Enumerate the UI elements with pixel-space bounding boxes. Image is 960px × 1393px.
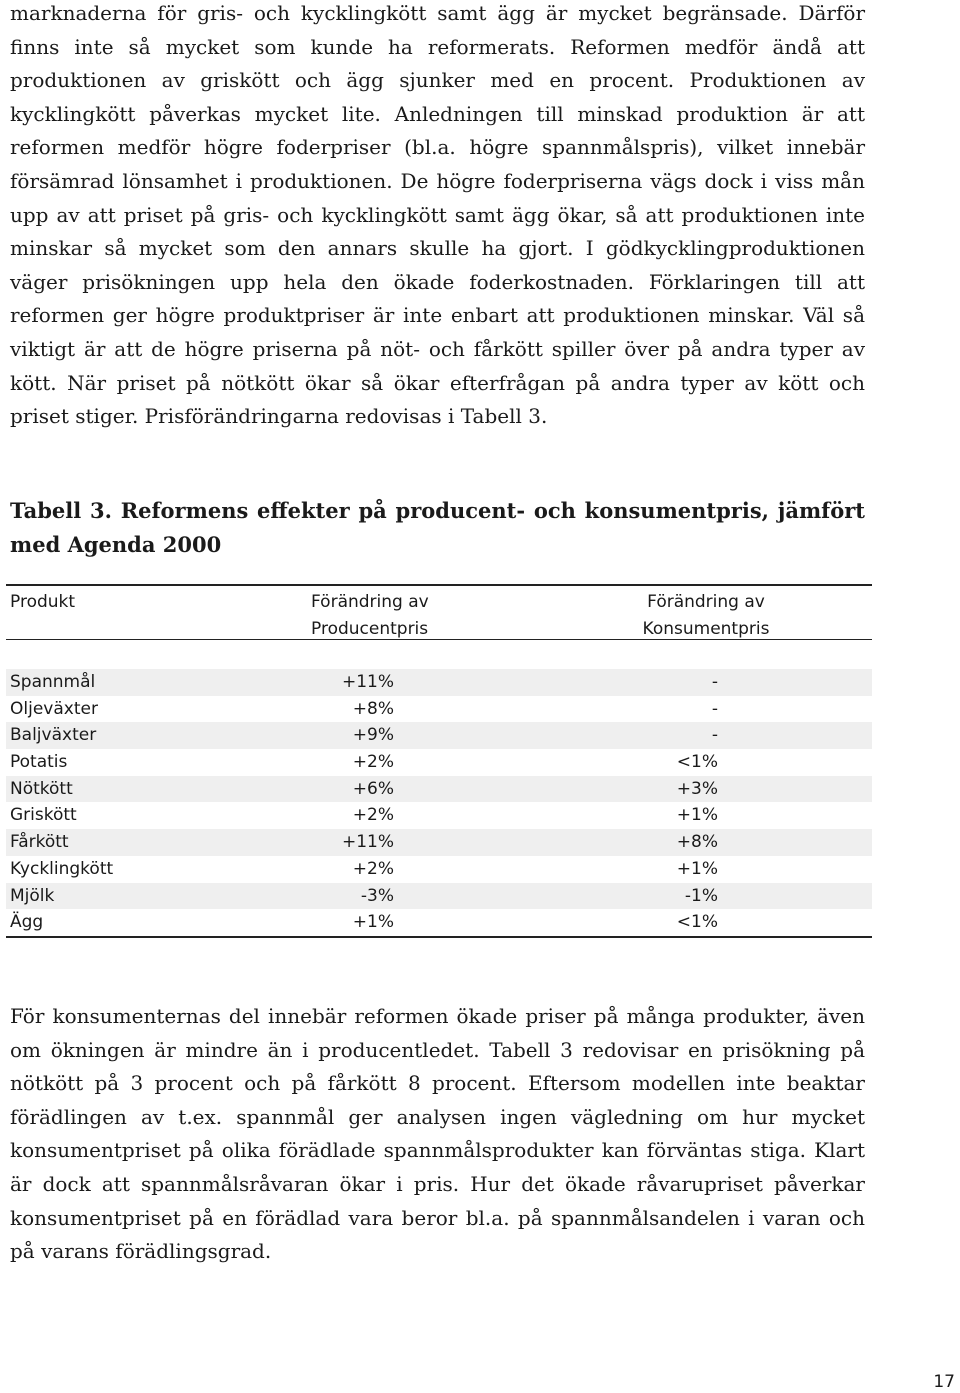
table-top-rule	[6, 584, 872, 586]
cell-consumer-change: +1%	[676, 805, 718, 826]
cell-product: Fårkött	[10, 832, 69, 853]
table-row	[6, 749, 872, 776]
table-caption: Tabell 3. Reformens effekter på producent- och konsumentpris, jämfört med Agenda 2000	[10, 498, 865, 557]
table-body	[6, 669, 872, 936]
header-consumer-line1: Förändring av	[647, 592, 765, 612]
header-producer-line1: Förändring av	[311, 592, 429, 612]
cell-product: Ägg	[10, 912, 44, 933]
header-producer-price	[311, 589, 429, 643]
header-producer-line2: Producentpris	[311, 619, 429, 639]
table-header-rule	[6, 639, 872, 640]
cell-consumer-change: <1%	[676, 912, 718, 933]
cell-consumer-change: -	[711, 698, 718, 719]
header-product-label: Produkt	[10, 592, 76, 612]
page-number: 17	[933, 1372, 955, 1392]
cell-consumer-change: <1%	[676, 752, 718, 773]
table-row	[6, 696, 872, 723]
cell-producer-change: +1%	[352, 912, 394, 933]
cell-producer-change: +6%	[352, 778, 394, 799]
cell-product: Oljeväxter	[10, 698, 98, 719]
cell-product: Spannmål	[10, 672, 96, 692]
outro-paragraph: För konsumenternas del innebär reformen ökade priser på många produkter, även om ökningen är mindre än i producentledet. Tabell 3 redovisar en prisökning på nötkött på 3 procent och på fårkött 8 procent. Eftersom modellen inte beaktar förädlingen av t.ex. spannmål ger analysen ingen vägledning om hur mycket konsumentpriset på olika förädlade spannmålsprodukter kan förväntas stiga. Klart är dock att spannmålsråvaran ökar i pris. Hur det ökade råvarupriset påverkar konsumentpriset på en förädlad vara beror bl.a. på spannmålsandelen i varan och på varans förädlingsgrad.	[10, 1004, 865, 1264]
table-row	[6, 909, 872, 936]
header-consumer-price	[641, 589, 771, 643]
cell-consumer-change: -1%	[684, 885, 718, 906]
table-row	[6, 883, 872, 910]
cell-consumer-change: +8%	[676, 832, 718, 853]
table-row	[6, 669, 872, 696]
table-row	[6, 829, 872, 856]
cell-producer-change: +2%	[352, 752, 394, 773]
cell-producer-change: +8%	[352, 698, 394, 719]
cell-producer-change: +11%	[341, 832, 394, 853]
cell-product: Baljväxter	[10, 725, 97, 746]
intro-paragraph: marknaderna för gris- och kycklingkött samt ägg är mycket begränsade. Därför finns inte så mycket som kunde ha reformerats. Reformen medför ändå att produktionen av griskött och ägg sjunker med en procent. Produktionen av kycklingkött påverkas mycket lite. Anledningen till minskad produktion är att reformen medför högre foderpriser (bl.a. högre spannmålspris), vilket innebär försämrad lönsamhet i produktionen. De högre foderpriserna vägs dock i viss mån upp av att priset på gris- och kycklingkött samt ägg ökar, så att produktionen inte minskar så mycket som den annars skulle ha gjort. I gödkycklingproduktionen väger prisökningen upp hela den ökade foderkostnaden. Förklaringen till att reformen ger högre produktpriser är inte enbart att produktionen minskar. Väl så viktigt är att de högre priserna på nöt- och fårkött spiller över på andra typer av kött. När priset på nötkött ökar så ökar efterfrågan på andra typer av kött och priset stiger. Prisförändringarna redovisas i Tabell 3.	[10, 1, 865, 429]
cell-producer-change: +9%	[352, 725, 394, 746]
cell-producer-change: +2%	[352, 858, 394, 879]
cell-producer-change: +11%	[341, 672, 394, 692]
header-product	[10, 589, 75, 616]
table-row	[6, 722, 872, 749]
cell-product: Nötkött	[10, 778, 73, 799]
cell-product: Mjölk	[10, 885, 55, 906]
cell-consumer-change: -	[711, 725, 718, 746]
cell-consumer-change: +3%	[676, 778, 718, 799]
cell-product: Potatis	[10, 752, 68, 773]
header-consumer-line2: Konsumentpris	[642, 619, 770, 639]
cell-producer-change: +2%	[352, 805, 394, 826]
cell-product: Griskött	[10, 805, 77, 826]
table-row	[6, 802, 872, 829]
cell-producer-change: -3%	[360, 885, 394, 906]
table-bottom-rule	[6, 936, 872, 938]
table-row	[6, 856, 872, 883]
cell-consumer-change: +1%	[676, 858, 718, 879]
table-row	[6, 776, 872, 803]
cell-product: Kycklingkött	[10, 858, 114, 879]
cell-consumer-change: -	[711, 672, 718, 692]
